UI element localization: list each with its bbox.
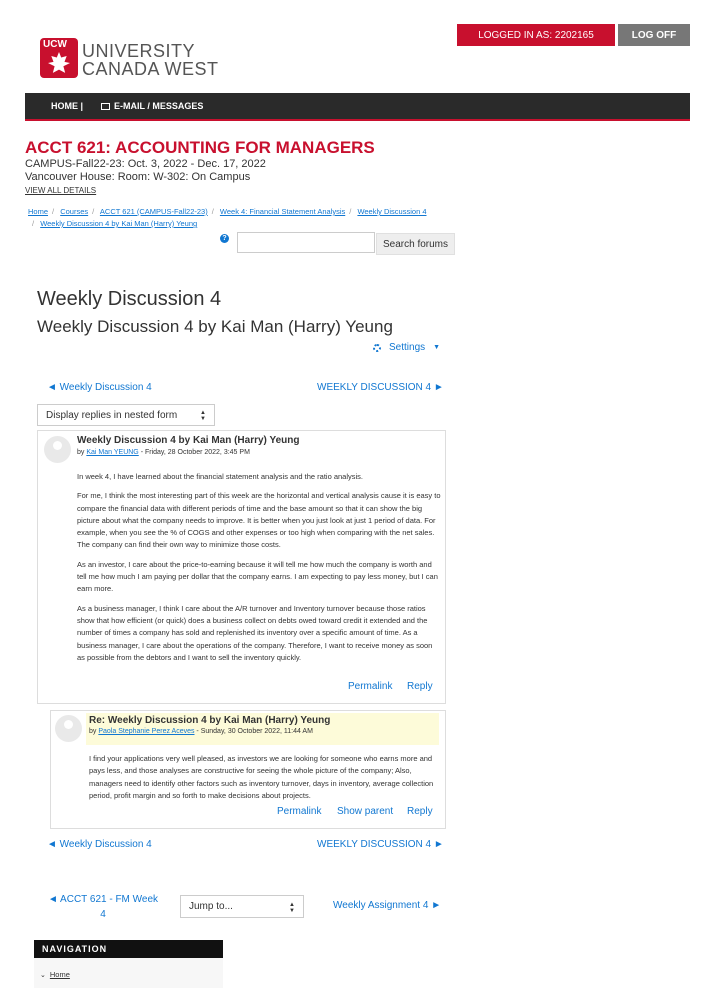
prev-activity-line1: ◄ ACCT 621 - FM Week (47, 894, 159, 905)
log-off-button[interactable] (618, 24, 690, 46)
reply-link[interactable]: Reply (407, 681, 433, 692)
course-title: ACCT 621: ACCOUNTING FOR MANAGERS (25, 138, 375, 157)
post-byline (77, 449, 250, 456)
logo-badge-text: UCW (43, 39, 67, 50)
post-paragraph: For me, I think the most interesting part of this week are the horizontal and vertical analysis cause it is easy to compare the financial data with different periods of time and the base amount so that it can show the big picture about what the company needs to improve. It is better when you just look at just 1 period of data. For example, when you see the % of COGS and other expenses or too high when comparing with the net sales. The company can find their own way to minimize those costs. (77, 491, 441, 550)
logo-text-line2: CANADA WEST (82, 59, 219, 79)
post-paragraph: As an investor, I care about the price-to-earning because it will tell me how much the company is worth and tell me how much I am paying per dollar that the company earns. I am expecting to pay less money, but I can earn more. (77, 559, 438, 594)
help-icon-glyph: ? (222, 235, 227, 242)
log-off-label: LOG OFF (631, 29, 677, 41)
post-paragraph: In week 4, I have learned about the financial statement analysis and the ratio analysis. (77, 472, 364, 481)
nav-mail-link[interactable] (101, 101, 203, 111)
next-discussion-link-bottom[interactable]: WEEKLY DISCUSSION 4 ► (317, 839, 444, 850)
next-discussion-link[interactable]: WEEKLY DISCUSSION 4 ► (317, 382, 444, 393)
reply-permalink-link[interactable]: Permalink (277, 806, 322, 817)
navigation-block-heading (34, 940, 223, 958)
logged-in-text: LOGGED IN AS: 2202165 (478, 29, 594, 41)
reply-reply-link[interactable]: Reply (407, 806, 433, 817)
post-date: - Friday, 28 October 2022, 3:45 PM (138, 449, 250, 456)
university-logo[interactable] (40, 38, 220, 82)
breadcrumb-courses[interactable]: Courses (60, 207, 89, 216)
prev-discussion-link[interactable]: ◄ Weekly Discussion 4 (47, 382, 152, 393)
chevron-down-icon: ⌄ (40, 971, 46, 979)
select-arrows-icon: ▲ ▼ (289, 902, 295, 914)
envelope-icon (101, 103, 110, 110)
navigation-home-link[interactable]: Home (49, 970, 70, 979)
reply-paragraph: I find your applications very well pleased, as investors we are looking for someone who earns more and pays less, and those analyses are constructive for seeing the whole picture of the company; Also, managers need to identify other factors such as inventory turnover, days in inventory, average collection period, profit margin and so forth to make decisions about projects. (89, 754, 434, 800)
next-activity-link[interactable]: Weekly Assignment 4 ► (333, 900, 442, 911)
breadcrumb-forum[interactable]: Weekly Discussion 4 (357, 207, 427, 216)
view-all-details-link[interactable]: VIEW ALL DETAILS (25, 186, 97, 195)
prev-discussion-link-bottom[interactable]: ◄ Weekly Discussion 4 (47, 839, 152, 850)
nav-home-link[interactable]: HOME | (51, 101, 84, 111)
author-link[interactable]: Kai Man YEUNG (86, 449, 139, 456)
post-title: Weekly Discussion 4 by Kai Man (Harry) Yeung (77, 435, 300, 446)
nav-mail-label: E-MAIL / MESSAGES (114, 101, 204, 111)
reply-byline (89, 728, 313, 735)
reply-content (89, 753, 441, 809)
navigation-home-item[interactable] (40, 970, 70, 979)
breadcrumb-discussion[interactable]: Weekly Discussion 4 by Kai Man (Harry) Yeung (40, 219, 198, 228)
logged-in-badge (457, 24, 615, 46)
logo-badge (40, 38, 78, 78)
reply-title: Re: Weekly Discussion 4 by Kai Man (Harry) Yeung (89, 715, 331, 726)
author-avatar (44, 436, 71, 463)
course-dates: CAMPUS-Fall22-23: Oct. 3, 2022 - Dec. 17, 2022 (25, 158, 266, 170)
caret-down-icon: ▼ (433, 344, 441, 351)
breadcrumb-home[interactable]: Home (28, 207, 49, 216)
navigation-heading-text: NAVIGATION (42, 944, 108, 954)
post-paragraph: As a business manager, I think I care about the A/R turnover and Inventory turnover because those ratios show that how efficient (or quick) does a business collect on debts owed toward credit it extended and the number of times a company has sold and replenished its inventory over a specific amount of time. As a business manager, I care about the operations of the company. Therefore, I want to receive money as soon as possible from the debtors and I want to sell the inventory quickly. (77, 603, 433, 662)
reply-author-link[interactable]: Paola Stephanie Perez Aceves (98, 728, 195, 735)
prev-activity-line2: 4 (100, 909, 106, 920)
breadcrumb: Home / Courses / ACCT 621 (CAMPUS-Fall22-23) / Week 4: Financial Statement Analysis / Weekly Discussion 4 / Weekly Discussion 4 by Kai Man (Harry) Yeung (28, 207, 427, 228)
help-icon[interactable] (220, 234, 229, 243)
discussion-title: Weekly Discussion 4 by Kai Man (Harry) Yeung (37, 317, 393, 336)
breadcrumb-week[interactable]: Week 4: Financial Statement Analysis (219, 207, 346, 216)
permalink-link[interactable]: Permalink (348, 681, 393, 692)
settings-label: Settings (389, 342, 426, 353)
breadcrumb-course[interactable]: ACCT 621 (CAMPUS-Fall22-23) (99, 207, 208, 216)
post-content (77, 471, 441, 671)
maple-leaf-icon (48, 52, 70, 74)
reply-date: - Sunday, 30 October 2022, 11:44 AM (194, 728, 313, 735)
reply-author-avatar (55, 715, 82, 742)
show-parent-link[interactable]: Show parent (337, 806, 394, 817)
display-mode-value: Display replies in nested form (46, 409, 178, 421)
reply-byline-prefix: by (89, 728, 97, 735)
prev-activity-link[interactable] (47, 892, 159, 922)
search-forums-button[interactable] (376, 233, 455, 255)
jump-to-select[interactable] (180, 895, 304, 918)
search-forums-input[interactable] (237, 232, 375, 253)
forum-title: Weekly Discussion 4 (37, 288, 222, 310)
select-arrows-icon: ▲ ▼ (200, 410, 206, 422)
settings-menu[interactable] (373, 342, 440, 353)
course-location: Vancouver House: Room: W-302: On Campus (25, 171, 251, 183)
logo-text-line1: UNIVERSITY (82, 41, 196, 61)
gear-icon (373, 344, 381, 352)
jump-to-value: Jump to... (189, 901, 233, 912)
main-nav-bar (25, 93, 690, 121)
byline-prefix: by (77, 449, 85, 456)
search-forums-label: Search forums (382, 238, 449, 250)
display-mode-select[interactable] (37, 404, 215, 426)
